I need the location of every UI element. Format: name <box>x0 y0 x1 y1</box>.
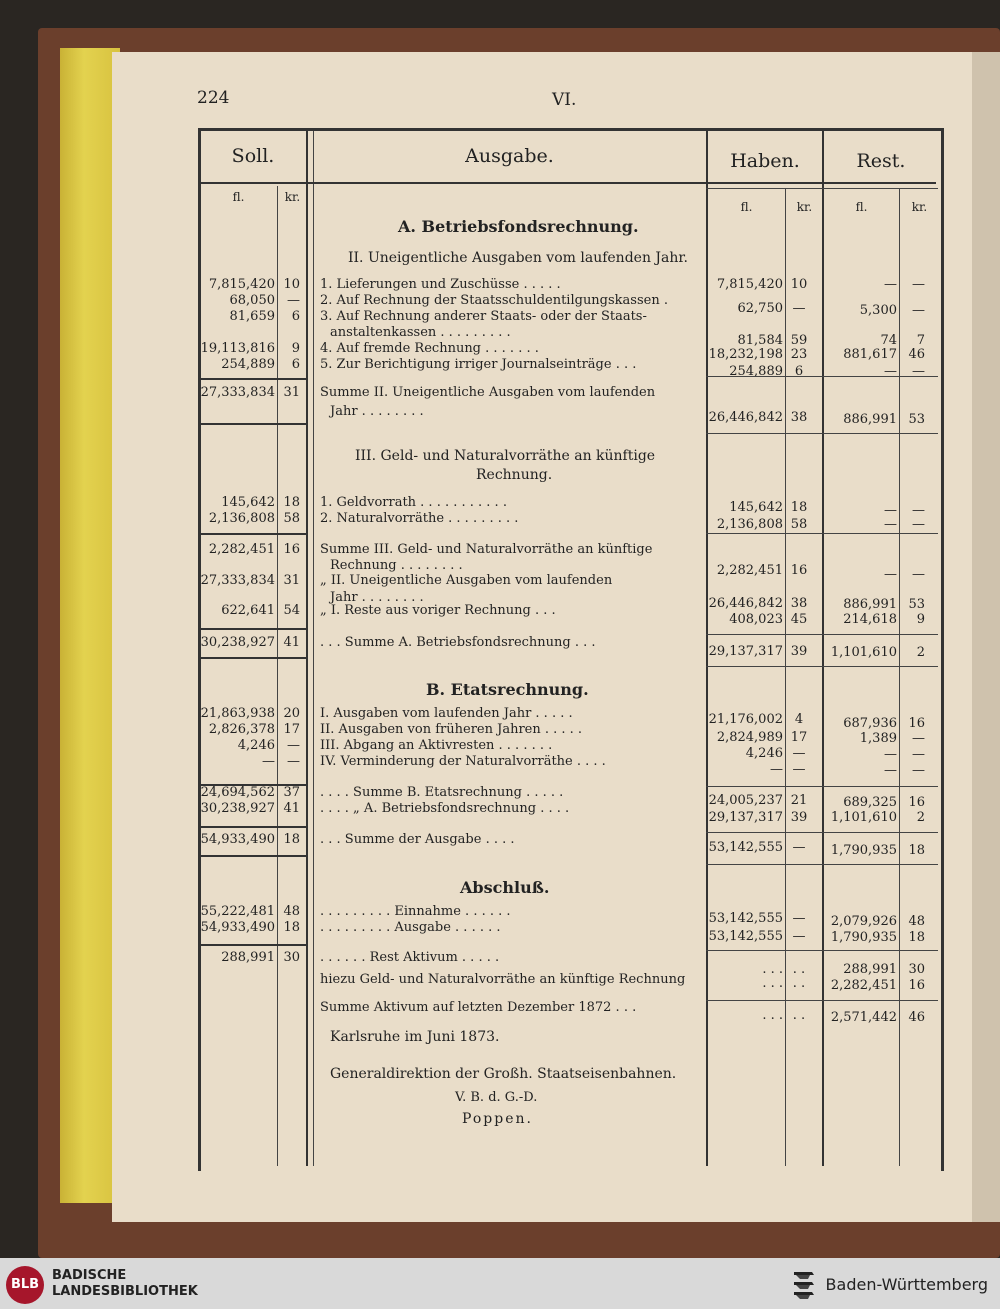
haben-fl-cell: 53,142,555 <box>708 929 783 944</box>
col-line <box>306 131 308 1166</box>
header-rule <box>200 182 936 184</box>
haben-fl-cell: 18,232,198 <box>708 347 783 362</box>
rest-fl-cell: 1,790,935 <box>830 930 897 945</box>
sum-rule <box>706 1000 938 1001</box>
sum-rule <box>706 666 938 667</box>
soll-kr-cell: 41 <box>283 635 300 650</box>
soll-kr-cell: 37 <box>283 785 300 800</box>
soll-kr-header: kr. <box>284 190 301 204</box>
haben-fl-cell: . . . <box>762 976 783 991</box>
haben-fl-cell: 21,176,002 <box>708 712 783 727</box>
haben-kr-cell: 16 <box>790 563 808 578</box>
soll-kr-cell: 6 <box>291 357 300 372</box>
sum-rule <box>200 628 306 630</box>
library-name-line2: LANDESBIBLIOTHEK <box>52 1284 198 1299</box>
signature-place: Karlsruhe im Juni 1873. <box>330 1029 500 1045</box>
soll-fl-cell: 27,333,834 <box>200 385 275 400</box>
ausgabe-text: . . . . . . . . . Einnahme . . . . . . <box>320 904 511 919</box>
rest-kr-cell: — <box>912 567 925 582</box>
haben-fl-cell: 62,750 <box>737 301 783 316</box>
rest-kr-cell: — <box>912 277 925 292</box>
haben-kr-cell: 58 <box>790 517 808 532</box>
rest-kr-cell: 9 <box>916 612 925 627</box>
ausgabe-text: . . . . Summe B. Etatsrechnung . . . . . <box>320 785 564 800</box>
haben-kr-cell: 4 <box>794 712 804 727</box>
sum-rule <box>706 533 938 534</box>
haben-fl-cell: 145,642 <box>729 500 783 515</box>
sum-rule <box>706 433 938 434</box>
rest-fl-cell: 2,079,926 <box>830 914 897 929</box>
soll-kr-cell: 54 <box>283 603 300 618</box>
haben-fl-cell: 53,142,555 <box>708 840 783 855</box>
rest-fl-cell: — <box>884 567 897 582</box>
soll-fl-cell: 7,815,420 <box>208 277 275 292</box>
col-line <box>313 131 314 1166</box>
ausgabe-text-cont: Jahr . . . . . . . . <box>330 590 424 605</box>
haben-kr-cell: — <box>792 746 806 761</box>
rest-kr-cell: — <box>912 747 925 762</box>
header-rule <box>706 188 938 189</box>
sum-rule <box>200 378 306 380</box>
rest-header: Rest. <box>856 150 906 172</box>
gutter <box>972 52 1000 1222</box>
haben-fl-cell: . . . <box>762 962 783 977</box>
sum-rule <box>706 786 938 787</box>
ausgabe-text: „ II. Uneigentliche Ausgaben vom laufenden <box>320 573 613 588</box>
col-line <box>899 188 900 1166</box>
section-number: VI. <box>552 90 577 110</box>
signature-name: Poppen. <box>462 1111 533 1127</box>
col-line <box>277 186 278 1166</box>
soll-kr-cell: 6 <box>291 309 300 324</box>
rest-kr-cell: — <box>912 517 925 532</box>
page-number: 224 <box>197 88 230 108</box>
haben-fl-header: fl. <box>740 200 753 214</box>
haben-kr-cell: — <box>792 301 806 316</box>
soll-fl-cell: 30,238,927 <box>200 635 275 650</box>
ausgabe-text: IV. Verminderung der Naturalvorräthe . . . . <box>320 754 606 769</box>
ausgabe-text: 2. Naturalvorräthe . . . . . . . . . <box>320 511 519 526</box>
ausgabe-text: . . . . . . Rest Aktivum . . . . . <box>320 950 500 965</box>
ausgabe-text-cont: Jahr . . . . . . . . <box>330 404 424 419</box>
sum-rule <box>706 950 938 951</box>
soll-kr-cell: 17 <box>283 722 300 737</box>
section-ii-title: II. Uneigentliche Ausgaben vom laufenden Jahr. <box>348 250 688 266</box>
rest-fl-cell: 1,101,610 <box>830 645 897 660</box>
haben-fl-cell: 81,584 <box>737 333 783 348</box>
rest-fl-header: fl. <box>855 200 868 214</box>
haben-kr-cell: 39 <box>790 810 808 825</box>
haben-kr-cell: 6 <box>794 364 804 379</box>
sum-rule <box>200 855 306 857</box>
section-b-title: B. Etatsrechnung. <box>426 680 589 699</box>
sum-rule <box>200 533 306 535</box>
haben-kr-cell: 21 <box>790 793 808 808</box>
sum-rule <box>200 944 306 946</box>
haben-fl-cell: 53,142,555 <box>708 911 783 926</box>
soll-fl-cell: 24,694,562 <box>200 785 275 800</box>
haben-fl-cell: 7,815,420 <box>716 277 783 292</box>
soll-kr-cell: 20 <box>283 706 300 721</box>
soll-kr-cell: 9 <box>291 341 300 356</box>
ausgabe-text: . . . . „ A. Betriebsfondsrechnung . . . . <box>320 801 570 816</box>
bw-lions-icon <box>790 1266 820 1302</box>
soll-fl-cell: 68,050 <box>229 293 275 308</box>
soll-fl-cell: — <box>262 754 275 769</box>
haben-kr-cell: — <box>792 840 806 855</box>
haben-kr-cell: 23 <box>790 347 808 362</box>
rest-kr-cell: 53 <box>908 597 925 612</box>
ausgabe-text: 2. Auf Rechnung der Staatsschuldentilgungskassen . <box>320 293 668 308</box>
sum-rule <box>200 657 306 659</box>
rest-kr-cell: — <box>912 364 925 379</box>
rest-fl-cell: 5,300 <box>859 303 897 318</box>
rest-kr-cell: — <box>912 303 925 318</box>
haben-kr-cell: 17 <box>790 730 808 745</box>
rest-fl-cell: 886,991 <box>843 597 897 612</box>
haben-fl-cell: 408,023 <box>729 612 783 627</box>
ausgabe-text: 4. Auf fremde Rechnung . . . . . . . <box>320 341 539 356</box>
ausgabe-text: . . . . . . . . . Ausgabe . . . . . . <box>320 920 501 935</box>
signature-org: Generaldirektion der Großh. Staatseisenbahnen. <box>330 1066 677 1082</box>
rest-kr-cell: — <box>912 763 925 778</box>
haben-fl-cell: 2,136,808 <box>716 517 783 532</box>
section-iii-title: III. Geld- und Naturalvorräthe an künftige <box>355 448 656 464</box>
soll-kr-cell: 31 <box>283 573 300 588</box>
rest-fl-cell: 74 <box>880 333 897 348</box>
section-iii-title-2: Rechnung. <box>476 467 553 483</box>
soll-fl-cell: 288,991 <box>221 950 275 965</box>
rest-fl-cell: 2,571,442 <box>830 1010 897 1025</box>
rest-kr-cell: 2 <box>916 810 925 825</box>
haben-fl-cell: — <box>770 762 783 777</box>
haben-kr-cell: . . <box>792 1008 806 1023</box>
haben-kr-cell: 39 <box>790 644 808 659</box>
haben-fl-cell: 26,446,842 <box>708 410 783 425</box>
soll-kr-cell: 30 <box>283 950 300 965</box>
soll-header: Soll. <box>231 145 275 167</box>
sum-rule <box>706 634 938 635</box>
soll-fl-cell: 2,136,808 <box>208 511 275 526</box>
rest-fl-cell: — <box>884 277 897 292</box>
soll-kr-cell: 16 <box>283 542 300 557</box>
haben-fl-cell: 29,137,317 <box>708 810 783 825</box>
rest-fl-cell: 687,936 <box>843 716 897 731</box>
haben-header: Haben. <box>730 150 800 172</box>
ausgabe-text: 1. Geldvorrath . . . . . . . . . . . <box>320 495 507 510</box>
haben-kr-cell: . . <box>792 976 806 991</box>
rest-kr-cell: 46 <box>908 1010 925 1025</box>
ausgabe-text-cont: anstaltenkassen . . . . . . . . . <box>330 325 511 340</box>
haben-fl-cell: . . . <box>762 1008 783 1023</box>
signature-vbd: V. B. d. G.-D. <box>455 1090 538 1105</box>
rest-kr-cell: 48 <box>908 914 925 929</box>
haben-kr-cell: . . <box>792 962 806 977</box>
soll-kr-cell: 18 <box>283 832 300 847</box>
rest-fl-cell: — <box>884 364 897 379</box>
rest-fl-cell: 1,101,610 <box>830 810 897 825</box>
ausgabe-text: 1. Lieferungen und Zuschüsse . . . . . <box>320 277 561 292</box>
rest-fl-cell: 881,617 <box>843 347 897 362</box>
rest-kr-cell: 7 <box>916 333 925 348</box>
rest-fl-cell: — <box>884 503 897 518</box>
sum-rule <box>706 864 938 865</box>
soll-kr-cell: — <box>287 754 300 769</box>
soll-fl-cell: 21,863,938 <box>200 706 275 721</box>
haben-kr-header: kr. <box>796 200 813 214</box>
rest-fl-cell: 689,325 <box>843 795 897 810</box>
ausgabe-text: Summe III. Geld- und Naturalvorräthe an künftige <box>320 542 653 557</box>
haben-fl-cell: 26,446,842 <box>708 596 783 611</box>
soll-fl-cell: 622,641 <box>221 603 275 618</box>
haben-kr-cell: — <box>792 911 806 926</box>
soll-kr-cell: 58 <box>283 511 300 526</box>
soll-fl-cell: 2,282,451 <box>208 542 275 557</box>
rest-fl-cell: 1,389 <box>859 731 897 746</box>
soll-fl-cell: 145,642 <box>221 495 275 510</box>
soll-fl-cell: 81,659 <box>229 309 275 324</box>
soll-kr-cell: 41 <box>283 801 300 816</box>
sum-rule <box>706 376 938 377</box>
rest-kr-cell: 18 <box>908 930 925 945</box>
soll-fl-cell: 54,933,490 <box>200 920 275 935</box>
haben-fl-cell: 254,889 <box>729 364 783 379</box>
rest-fl-cell: — <box>884 747 897 762</box>
haben-kr-cell: — <box>792 929 806 944</box>
soll-fl-cell: 54,933,490 <box>200 832 275 847</box>
rest-kr-cell: 16 <box>908 978 925 993</box>
haben-kr-cell: 59 <box>790 333 808 348</box>
rest-kr-cell: — <box>912 731 925 746</box>
soll-kr-cell: 48 <box>283 904 300 919</box>
ausgabe-text-cont: Rechnung . . . . . . . . <box>330 558 463 573</box>
ausgabe-text: „ I. Reste aus voriger Rechnung . . . <box>320 603 556 618</box>
library-name[interactable] <box>52 1268 198 1300</box>
rest-kr-cell: 30 <box>908 962 925 977</box>
rest-fl-cell: 886,991 <box>843 412 897 427</box>
state-name[interactable]: Baden-Württemberg <box>825 1275 988 1294</box>
rest-kr-cell: 2 <box>916 645 925 660</box>
haben-kr-cell: — <box>792 762 806 777</box>
ausgabe-text: . . . Summe A. Betriebsfondsrechnung . . . <box>320 635 596 650</box>
ausgabe-text: II. Ausgaben von früheren Jahren . . . . . <box>320 722 583 737</box>
haben-kr-cell: 18 <box>790 500 808 515</box>
ausgabe-text: Summe II. Uneigentliche Ausgaben vom laufenden <box>320 385 656 400</box>
ausgabe-text: III. Abgang an Aktivresten . . . . . . . <box>320 738 553 753</box>
soll-kr-cell: 18 <box>283 920 300 935</box>
rest-fl-cell: — <box>884 517 897 532</box>
soll-fl-header: fl. <box>232 190 245 204</box>
ausgabe-text: 3. Auf Rechnung anderer Staats- oder der Staats- <box>320 309 647 324</box>
haben-fl-cell: 2,824,989 <box>716 730 783 745</box>
rest-kr-cell: 53 <box>908 412 925 427</box>
rest-fl-cell: 288,991 <box>843 962 897 977</box>
soll-fl-cell: 30,238,927 <box>200 801 275 816</box>
haben-kr-cell: 38 <box>790 596 808 611</box>
section-a-title: A. Betriebsfondsrechnung. <box>398 217 639 236</box>
soll-kr-cell: — <box>287 293 300 308</box>
rest-kr-cell: 16 <box>908 716 925 731</box>
haben-fl-cell: 2,282,451 <box>716 563 783 578</box>
sum-rule <box>200 784 306 786</box>
rest-fl-cell: 2,282,451 <box>830 978 897 993</box>
ausgabe-text: Summe Aktivum auf letzten Dezember 1872 . . . <box>320 1000 637 1015</box>
sum-rule <box>200 423 306 425</box>
ausgabe-text: . . . Summe der Ausgabe . . . . <box>320 832 515 847</box>
page-edges <box>60 48 120 1203</box>
rest-kr-cell: — <box>912 503 925 518</box>
soll-fl-cell: 27,333,834 <box>200 573 275 588</box>
haben-fl-cell: 24,005,237 <box>708 793 783 808</box>
sum-rule <box>200 826 306 828</box>
soll-kr-cell: — <box>287 738 300 753</box>
rest-kr-cell: 46 <box>908 347 925 362</box>
rest-kr-cell: 18 <box>908 843 925 858</box>
blb-logo[interactable]: BLB <box>6 1266 44 1304</box>
soll-fl-cell: 19,113,816 <box>200 341 275 356</box>
haben-fl-cell: 29,137,317 <box>708 644 783 659</box>
haben-kr-cell: 10 <box>790 277 808 292</box>
soll-kr-cell: 31 <box>283 385 300 400</box>
rest-fl-cell: 1,790,935 <box>830 843 897 858</box>
library-name-line1: BADISCHE <box>52 1268 127 1283</box>
soll-kr-cell: 10 <box>283 277 300 292</box>
soll-fl-cell: 4,246 <box>237 738 275 753</box>
rest-fl-cell: — <box>884 763 897 778</box>
ausgabe-text: hiezu Geld- und Naturalvorräthe an künftige Rechnung <box>320 972 686 987</box>
ausgabe-header: Ausgabe. <box>465 145 554 167</box>
rest-kr-cell: 16 <box>908 795 925 810</box>
soll-fl-cell: 2,826,378 <box>208 722 275 737</box>
rest-fl-cell: 214,618 <box>843 612 897 627</box>
col-line <box>785 188 786 1166</box>
sum-rule <box>706 832 938 833</box>
haben-fl-cell: 4,246 <box>745 746 783 761</box>
haben-kr-cell: 45 <box>790 612 808 627</box>
soll-kr-cell: 18 <box>283 495 300 510</box>
soll-fl-cell: 254,889 <box>221 357 275 372</box>
ausgabe-text: 5. Zur Berichtigung irriger Journalseinträge . . . <box>320 357 637 372</box>
soll-fl-cell: 55,222,481 <box>200 904 275 919</box>
rest-kr-header: kr. <box>911 200 928 214</box>
haben-kr-cell: 38 <box>790 410 808 425</box>
section-abschluss-title: Abschluß. <box>460 878 550 897</box>
ausgabe-text: I. Ausgaben vom laufenden Jahr . . . . . <box>320 706 573 721</box>
